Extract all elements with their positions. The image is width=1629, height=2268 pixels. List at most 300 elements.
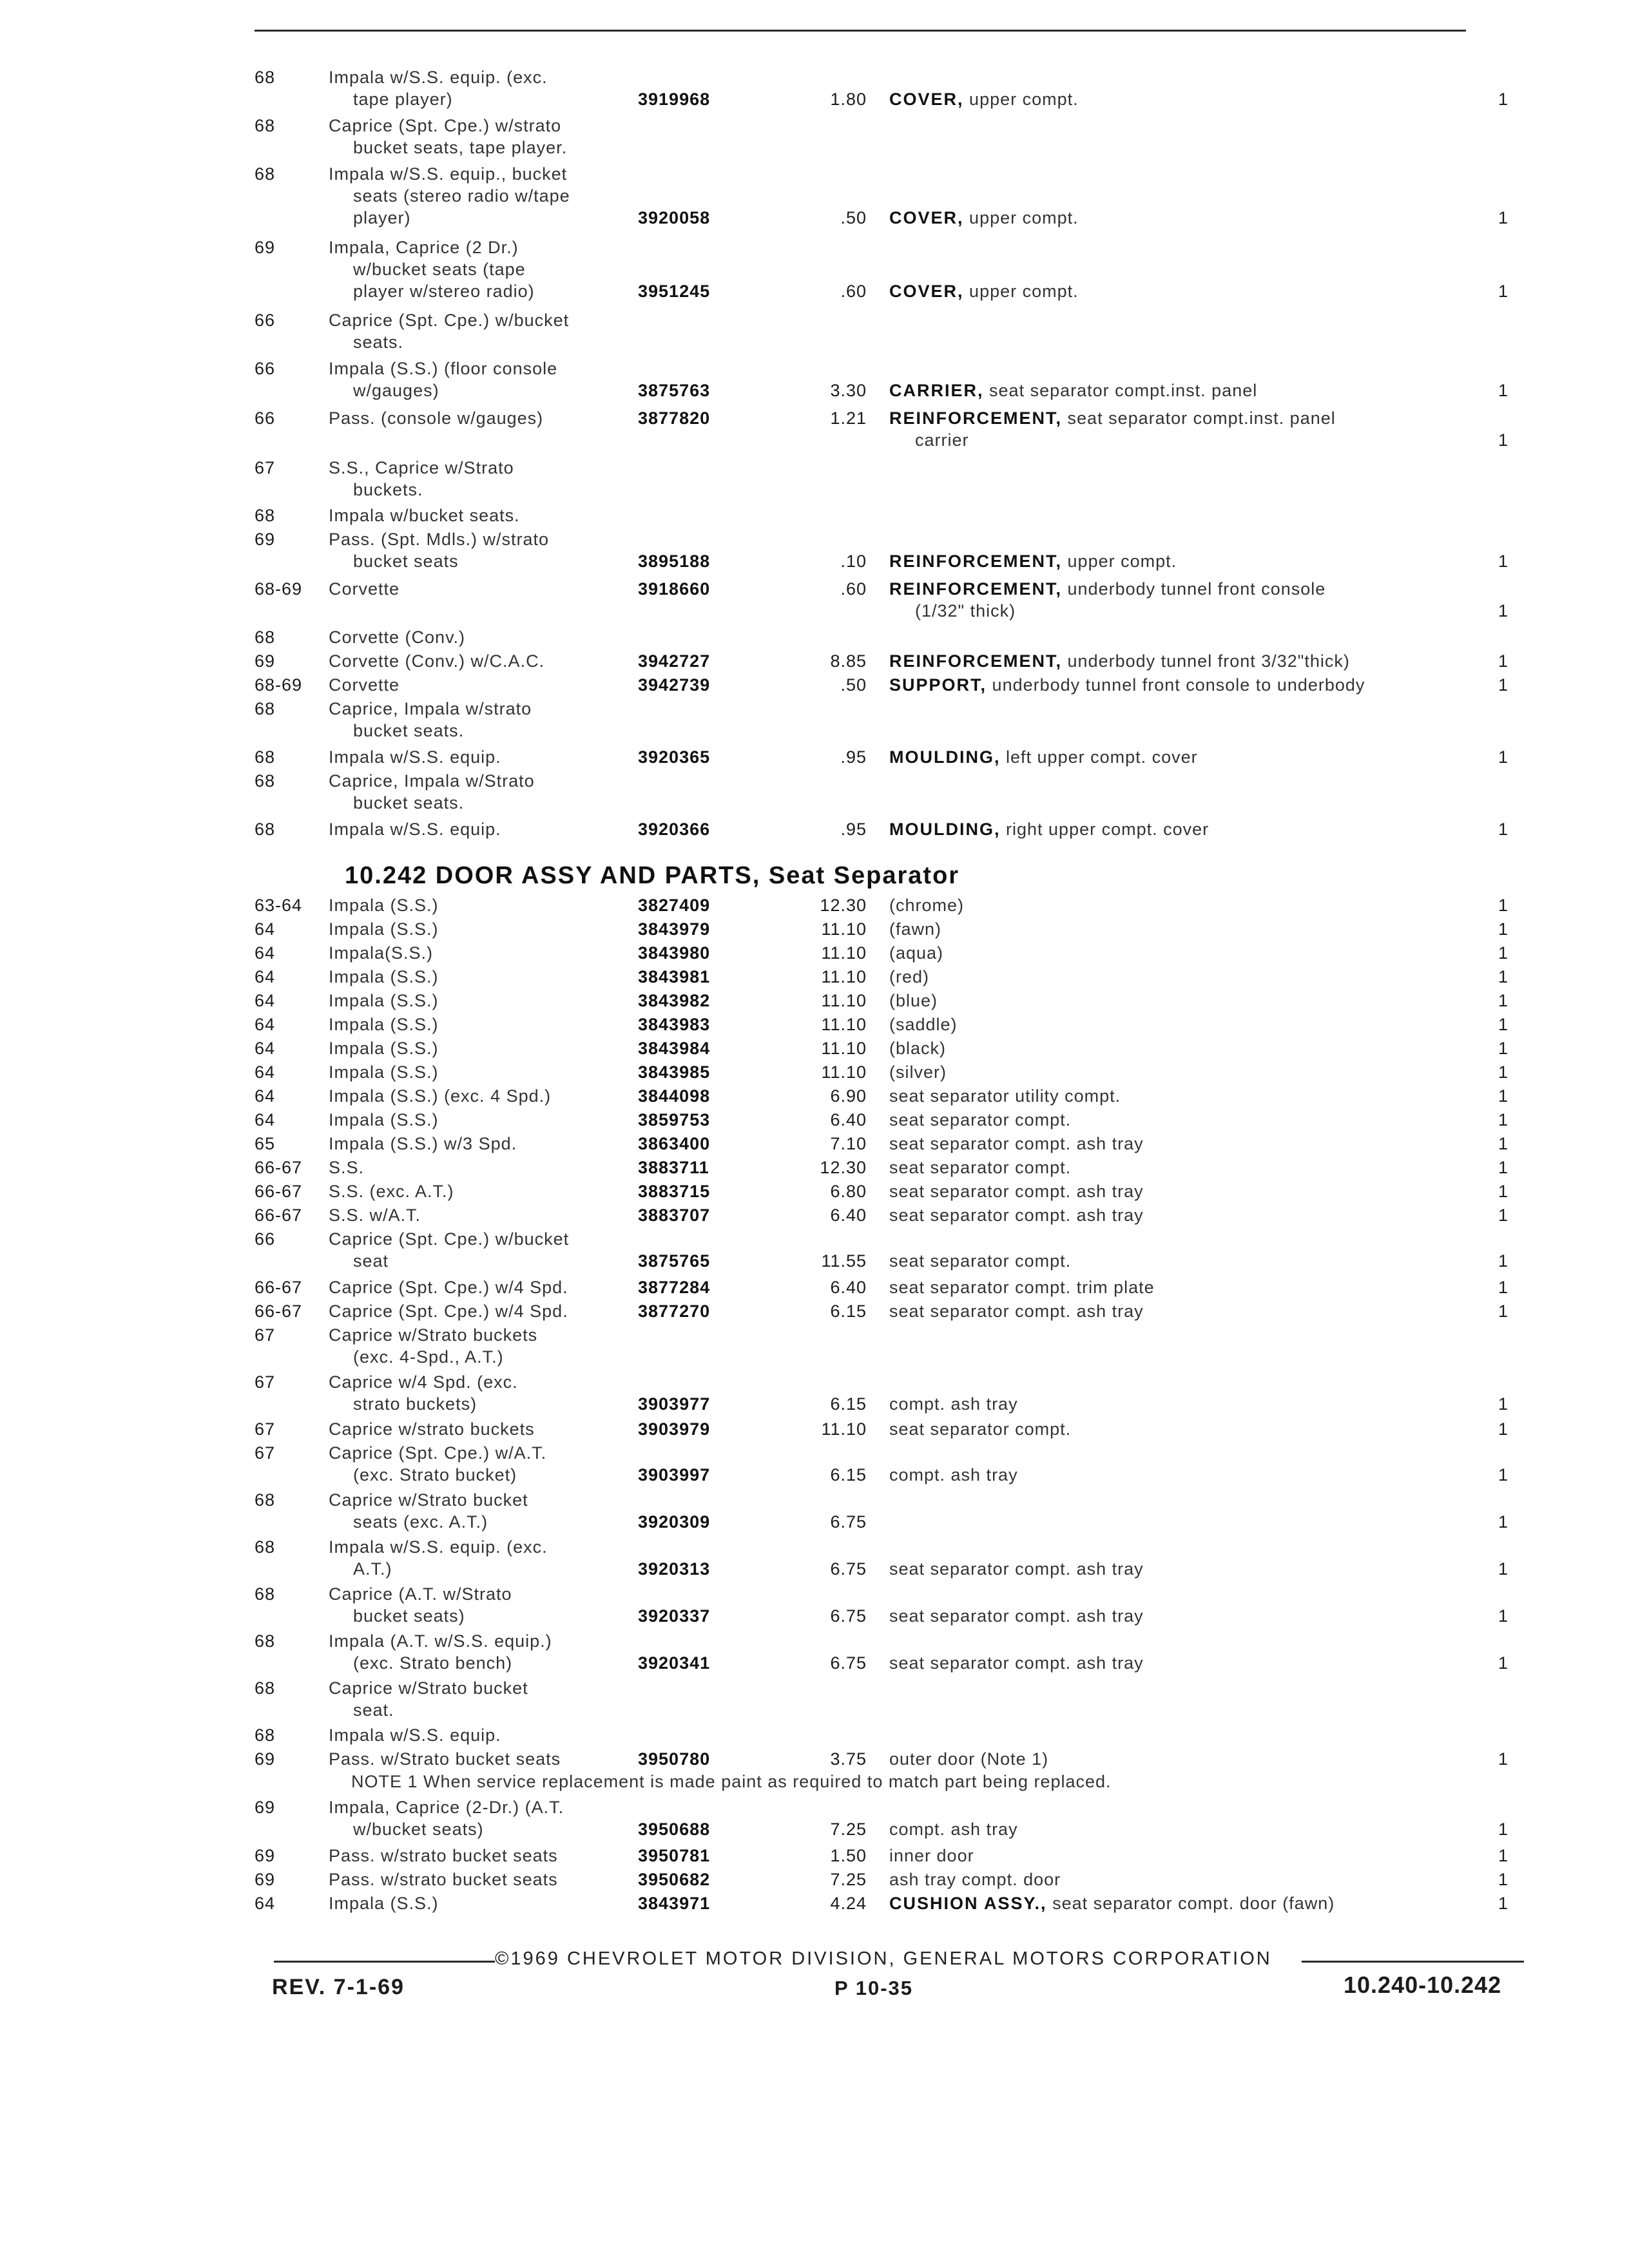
part-number: 3918660 bbox=[638, 579, 711, 599]
model-application bbox=[329, 1418, 619, 1440]
quantity: 1 bbox=[1498, 820, 1509, 839]
description-text: seat separator compt. trim plate bbox=[889, 1278, 1155, 1297]
part-number: 3883707 bbox=[638, 1206, 711, 1225]
model-application bbox=[329, 1133, 619, 1155]
model-year: 66 bbox=[255, 359, 276, 378]
part-name: CARRIER, bbox=[889, 381, 984, 400]
model-application bbox=[329, 1371, 619, 1415]
part-number: 3920365 bbox=[638, 747, 711, 767]
description-text: seat separator compt. ash tray bbox=[889, 1206, 1144, 1225]
part-description bbox=[889, 1014, 1469, 1035]
list-price: 4.24 bbox=[830, 1894, 867, 1913]
part-number: 3877270 bbox=[638, 1302, 711, 1321]
model-line: bucket seats. bbox=[353, 721, 465, 740]
model-line: Caprice (Spt. Cpe.) w/4 Spd. bbox=[329, 1278, 568, 1297]
model-line: Impala (S.S.) w/3 Spd. bbox=[329, 1134, 517, 1153]
part-number: 3877820 bbox=[638, 408, 711, 428]
quantity: 1 bbox=[1498, 1559, 1509, 1579]
model-year: 68 bbox=[255, 506, 276, 525]
description-text: outer door (Note 1) bbox=[889, 1749, 1049, 1769]
model-line: seats (stereo radio w/tape bbox=[353, 186, 570, 206]
list-price: 6.40 bbox=[830, 1278, 867, 1297]
model-application bbox=[329, 1630, 619, 1674]
model-application bbox=[329, 115, 619, 159]
list-price: 6.90 bbox=[830, 1086, 867, 1106]
list-price: 1.80 bbox=[830, 90, 867, 109]
part-number: 3950688 bbox=[638, 1820, 711, 1839]
part-description bbox=[889, 966, 1469, 988]
quantity: 1 bbox=[1498, 1820, 1509, 1839]
model-line: bucket seats) bbox=[353, 1606, 465, 1626]
part-description bbox=[889, 650, 1469, 672]
model-line: Caprice (Spt. Cpe.) w/strato bbox=[329, 116, 562, 135]
quantity: 1 bbox=[1498, 747, 1509, 767]
model-year: 69 bbox=[255, 1846, 276, 1865]
quantity: 1 bbox=[1498, 1894, 1509, 1913]
description-text: compt. ash tray bbox=[889, 1820, 1018, 1839]
quantity: 1 bbox=[1498, 1419, 1509, 1439]
part-number: 3920341 bbox=[638, 1653, 711, 1673]
part-number: 3920058 bbox=[638, 208, 711, 227]
description-text: compt. ash tray bbox=[889, 1465, 1018, 1485]
model-application bbox=[329, 236, 619, 302]
description-text: upper compt. bbox=[969, 208, 1079, 227]
quantity: 1 bbox=[1498, 919, 1509, 939]
model-line: (exc. 4-Spd., A.T.) bbox=[353, 1347, 504, 1367]
part-number: 3895188 bbox=[638, 552, 711, 571]
model-line: buckets. bbox=[353, 480, 423, 499]
model-line: Corvette bbox=[329, 579, 400, 599]
description-text: seat separator compt.inst. panel bbox=[1067, 408, 1336, 428]
description-text: underbody tunnel front console to underbody bbox=[992, 675, 1365, 695]
part-number: 3843980 bbox=[638, 943, 711, 963]
list-price: 11.10 bbox=[821, 1015, 867, 1034]
description-text: seat separator compt. door (fawn) bbox=[1052, 1894, 1335, 1913]
model-application bbox=[329, 770, 619, 814]
part-description bbox=[889, 1300, 1469, 1322]
quantity: 1 bbox=[1498, 675, 1509, 695]
model-year: 64 bbox=[255, 1110, 276, 1129]
model-application bbox=[329, 1228, 619, 1272]
quantity: 1 bbox=[1498, 1465, 1509, 1485]
model-year: 68 bbox=[255, 771, 276, 791]
part-number: 3920313 bbox=[638, 1559, 711, 1579]
quantity: 1 bbox=[1498, 1015, 1509, 1034]
part-name: CUSHION ASSY., bbox=[889, 1894, 1047, 1913]
part-description bbox=[889, 918, 1469, 940]
model-line: S.S. (exc. A.T.) bbox=[329, 1182, 454, 1201]
model-line: seats. bbox=[353, 332, 404, 352]
model-year: 64 bbox=[255, 967, 276, 986]
description-text: (saddle) bbox=[889, 1015, 958, 1034]
model-line: Caprice w/strato buckets bbox=[329, 1419, 535, 1439]
model-line: w/gauges) bbox=[353, 381, 439, 400]
part-number: 3843979 bbox=[638, 919, 711, 939]
model-application bbox=[329, 407, 619, 429]
part-description bbox=[889, 674, 1469, 696]
quantity: 1 bbox=[1498, 208, 1509, 227]
model-line: w/bucket seats (tape bbox=[353, 260, 526, 279]
description-text: upper compt. bbox=[969, 90, 1079, 109]
list-price: 11.10 bbox=[821, 1039, 867, 1058]
list-price: 3.30 bbox=[830, 381, 867, 400]
description-text: ash tray compt. door bbox=[889, 1870, 1061, 1889]
model-line: Impala (S.S.) bbox=[329, 1015, 439, 1034]
part-name: MOULDING, bbox=[889, 747, 1001, 767]
quantity: 1 bbox=[1498, 1653, 1509, 1673]
list-price: 1.21 bbox=[830, 408, 867, 428]
copyright-notice: ©1969 CHEVROLET MOTOR DIVISION, GENERAL MOTORS CORPORATION bbox=[495, 1948, 1272, 1969]
quantity: 1 bbox=[1498, 1870, 1509, 1889]
part-number: 3843982 bbox=[638, 991, 711, 1010]
quantity: 1 bbox=[1498, 1086, 1509, 1106]
part-description bbox=[889, 1464, 1469, 1486]
quantity: 1 bbox=[1498, 381, 1509, 400]
part-number: 3903977 bbox=[638, 1394, 711, 1414]
model-line: Caprice w/Strato bucket bbox=[329, 1678, 528, 1698]
list-price: 11.10 bbox=[821, 991, 867, 1010]
description-text: compt. ash tray bbox=[889, 1394, 1018, 1414]
model-application bbox=[329, 1109, 619, 1131]
model-line: Impala w/S.S. equip. (exc. bbox=[329, 68, 548, 87]
list-price: 6.15 bbox=[830, 1394, 867, 1414]
quantity: 1 bbox=[1498, 1182, 1509, 1201]
model-year: 68 bbox=[255, 747, 276, 767]
model-application bbox=[329, 457, 619, 501]
part-number: 3903979 bbox=[638, 1419, 711, 1439]
quantity: 1 bbox=[1498, 1251, 1509, 1271]
model-year: 68 bbox=[255, 1537, 276, 1557]
model-line: player) bbox=[353, 208, 411, 227]
description-text: (blue) bbox=[889, 991, 938, 1010]
list-price: 6.75 bbox=[830, 1606, 867, 1626]
quantity: 1 bbox=[1498, 1110, 1509, 1129]
model-line: Pass. w/Strato bucket seats bbox=[329, 1749, 561, 1769]
list-price: 6.40 bbox=[830, 1206, 867, 1225]
part-description bbox=[889, 1748, 1469, 1770]
model-application bbox=[329, 1061, 619, 1083]
description-text: seat separator compt. bbox=[889, 1419, 1072, 1439]
model-application bbox=[329, 626, 619, 648]
model-application bbox=[329, 1845, 619, 1867]
part-name: COVER, bbox=[889, 90, 964, 109]
list-price: .50 bbox=[840, 208, 867, 227]
description-text: (silver) bbox=[889, 1062, 947, 1082]
part-description bbox=[889, 990, 1469, 1012]
list-price: 11.10 bbox=[821, 1419, 867, 1439]
quantity: 1 bbox=[1498, 1606, 1509, 1626]
part-description bbox=[889, 942, 1469, 964]
model-year: 64 bbox=[255, 1015, 276, 1034]
quantity: 1 bbox=[1498, 430, 1509, 450]
model-year: 63-64 bbox=[255, 896, 303, 915]
model-application bbox=[329, 1724, 619, 1746]
part-number: 3920309 bbox=[638, 1512, 711, 1532]
list-price: 7.25 bbox=[830, 1820, 867, 1839]
model-application bbox=[329, 1869, 619, 1890]
model-line: Caprice (A.T. w/Strato bbox=[329, 1584, 512, 1604]
model-application bbox=[329, 1442, 619, 1486]
model-year: 64 bbox=[255, 991, 276, 1010]
part-description bbox=[889, 746, 1469, 768]
description-text: underbody tunnel front 3/32"thick) bbox=[1067, 651, 1350, 671]
model-year: 64 bbox=[255, 943, 276, 963]
list-price: 6.75 bbox=[830, 1559, 867, 1579]
part-description bbox=[889, 1845, 1469, 1867]
model-line: Caprice w/Strato bucket bbox=[329, 1490, 528, 1510]
quantity: 1 bbox=[1498, 1134, 1509, 1153]
part-description bbox=[889, 1037, 1469, 1059]
part-number: 3920337 bbox=[638, 1606, 711, 1626]
description-text: left upper compt. cover bbox=[1006, 747, 1198, 767]
description-text: (black) bbox=[889, 1039, 947, 1058]
description-text: seat separator compt. bbox=[889, 1158, 1072, 1177]
quantity: 1 bbox=[1498, 282, 1509, 301]
list-price: .95 bbox=[840, 820, 867, 839]
list-price: .60 bbox=[840, 282, 867, 301]
part-description bbox=[889, 818, 1469, 840]
model-line: S.S. w/A.T. bbox=[329, 1206, 421, 1225]
quantity: 1 bbox=[1498, 1846, 1509, 1865]
list-price: 3.75 bbox=[830, 1749, 867, 1769]
part-description bbox=[889, 1869, 1469, 1890]
description-text: underbody tunnel front console bbox=[1067, 579, 1326, 599]
model-year: 68-69 bbox=[255, 675, 303, 695]
footer-rule-right bbox=[1302, 1961, 1524, 1963]
part-number: 3843971 bbox=[638, 1894, 711, 1913]
list-price: 11.10 bbox=[821, 967, 867, 986]
list-price: 12.30 bbox=[820, 1158, 867, 1177]
model-line: Impala w/S.S. equip., bucket bbox=[329, 164, 568, 184]
part-description bbox=[889, 1204, 1469, 1226]
list-price: 11.10 bbox=[821, 1062, 867, 1082]
list-price: .95 bbox=[840, 747, 867, 767]
part-description bbox=[889, 1250, 1469, 1272]
model-line: Impala (S.S.) bbox=[329, 1894, 439, 1913]
quantity: 1 bbox=[1498, 1206, 1509, 1225]
model-application bbox=[329, 818, 619, 840]
model-year: 64 bbox=[255, 1062, 276, 1082]
part-description bbox=[889, 1109, 1469, 1131]
quantity: 1 bbox=[1498, 943, 1509, 963]
group-number: 10.240-10.242 bbox=[1344, 1972, 1502, 1998]
model-year: 67 bbox=[255, 1325, 276, 1345]
model-line: Impala (S.S.) bbox=[329, 1039, 439, 1058]
note-1: NOTE 1 When service replacement is made paint as required to match part being replaced. bbox=[351, 1772, 1112, 1791]
model-year: 69 bbox=[255, 1749, 276, 1769]
model-year: 68-69 bbox=[255, 579, 303, 599]
section-number: 10.242 bbox=[345, 862, 428, 889]
description-text: upper compt. bbox=[1067, 552, 1177, 571]
model-line: player w/stereo radio) bbox=[353, 282, 535, 301]
model-year: 68 bbox=[255, 1678, 276, 1698]
part-description bbox=[889, 1133, 1469, 1155]
model-year: 66 bbox=[255, 311, 276, 330]
quantity: 1 bbox=[1498, 601, 1509, 620]
page-number: P 10-35 bbox=[834, 1977, 914, 1999]
part-description bbox=[889, 207, 1469, 229]
model-line: Caprice w/Strato buckets bbox=[329, 1325, 538, 1345]
quantity: 1 bbox=[1498, 651, 1509, 671]
description-text: (chrome) bbox=[889, 896, 965, 915]
model-application bbox=[329, 578, 619, 600]
model-line: Impala w/S.S. equip. bbox=[329, 820, 501, 839]
footer-rule-left bbox=[274, 1961, 495, 1963]
model-application bbox=[329, 1037, 619, 1059]
model-line: Impala (S.S.) bbox=[329, 991, 439, 1010]
list-price: 6.40 bbox=[830, 1110, 867, 1129]
part-number: 3859753 bbox=[638, 1110, 711, 1129]
model-year: 67 bbox=[255, 458, 276, 477]
model-application bbox=[329, 66, 619, 110]
model-year: 66-67 bbox=[255, 1302, 303, 1321]
model-application bbox=[329, 918, 619, 940]
model-line: Pass. (Spt. Mdls.) w/strato bbox=[329, 530, 550, 549]
model-year: 69 bbox=[255, 238, 276, 257]
model-line: Pass. w/strato bucket seats bbox=[329, 1870, 558, 1889]
model-application bbox=[329, 1583, 619, 1627]
model-application bbox=[329, 698, 619, 742]
part-number: 3843983 bbox=[638, 1015, 711, 1034]
model-line: S.S. bbox=[329, 1158, 365, 1177]
model-application bbox=[329, 358, 619, 401]
model-application bbox=[329, 505, 619, 526]
quantity: 1 bbox=[1498, 967, 1509, 986]
model-line: Impala w/S.S. equip. bbox=[329, 747, 501, 767]
description-text: (red) bbox=[889, 967, 930, 986]
section-subtitle: Seat Separator bbox=[768, 862, 960, 889]
part-number: 3875765 bbox=[638, 1251, 711, 1271]
part-description bbox=[889, 1418, 1469, 1440]
model-line: Impala w/S.S. equip. (exc. bbox=[329, 1537, 548, 1557]
model-line: (exc. Strato bench) bbox=[353, 1653, 513, 1673]
model-year: 68 bbox=[255, 1725, 276, 1745]
description-text: (aqua) bbox=[889, 943, 944, 963]
model-year: 68 bbox=[255, 116, 276, 135]
model-line: seats (exc. A.T.) bbox=[353, 1512, 488, 1532]
model-year: 68 bbox=[255, 68, 276, 87]
top-rule bbox=[255, 30, 1466, 32]
model-line: Impala (S.S.) (floor console bbox=[329, 359, 558, 378]
model-line: S.S., Caprice w/Strato bbox=[329, 458, 514, 477]
model-line: Caprice w/4 Spd. (exc. bbox=[329, 1372, 518, 1392]
model-line: Caprice (Spt. Cpe.) w/bucket bbox=[329, 311, 570, 330]
list-price: 6.80 bbox=[830, 1182, 867, 1201]
model-line: bucket seats bbox=[353, 552, 459, 571]
part-number: 3942727 bbox=[638, 651, 711, 671]
model-application bbox=[329, 1324, 619, 1368]
model-year: 64 bbox=[255, 1894, 276, 1913]
model-application bbox=[329, 1014, 619, 1035]
list-price: 1.50 bbox=[830, 1846, 867, 1865]
part-name: REINFORCEMENT, bbox=[889, 651, 1063, 671]
model-application bbox=[329, 942, 619, 964]
part-description bbox=[889, 1061, 1469, 1083]
model-application bbox=[329, 528, 619, 572]
model-year: 64 bbox=[255, 1039, 276, 1058]
quantity: 1 bbox=[1498, 1394, 1509, 1414]
quantity: 1 bbox=[1498, 991, 1509, 1010]
model-line: Corvette bbox=[329, 675, 400, 695]
part-name: REINFORCEMENT, bbox=[889, 552, 1063, 571]
model-line: Impala (S.S.) bbox=[329, 967, 439, 986]
part-description bbox=[889, 550, 1469, 572]
model-line: A.T.) bbox=[353, 1559, 392, 1579]
list-price: 8.85 bbox=[830, 651, 867, 671]
part-number: 3950780 bbox=[638, 1749, 711, 1769]
model-application bbox=[329, 1180, 619, 1202]
model-line: Caprice (Spt. Cpe.) w/4 Spd. bbox=[329, 1302, 568, 1321]
model-year: 67 bbox=[255, 1372, 276, 1392]
model-year: 64 bbox=[255, 919, 276, 939]
model-line: Caprice, Impala w/strato bbox=[329, 699, 532, 718]
part-description bbox=[889, 1276, 1469, 1298]
model-application bbox=[329, 1892, 619, 1914]
list-price: 6.15 bbox=[830, 1465, 867, 1485]
model-line: Caprice (Spt. Cpe.) w/A.T. bbox=[329, 1443, 547, 1463]
model-application bbox=[329, 1489, 619, 1533]
model-year: 65 bbox=[255, 1134, 276, 1153]
list-price: 6.75 bbox=[830, 1653, 867, 1673]
model-line: Impala (S.S.) bbox=[329, 1062, 439, 1082]
list-price: 6.15 bbox=[830, 1302, 867, 1321]
quantity: 1 bbox=[1498, 552, 1509, 571]
list-price: .10 bbox=[840, 552, 867, 571]
part-number: 3920366 bbox=[638, 820, 711, 839]
model-application bbox=[329, 1204, 619, 1226]
model-year: 68 bbox=[255, 164, 276, 184]
model-line: Caprice, Impala w/Strato bbox=[329, 771, 535, 791]
part-number: 3903997 bbox=[638, 1465, 711, 1485]
model-year: 68 bbox=[255, 1490, 276, 1510]
model-application bbox=[329, 894, 619, 916]
part-number: 3827409 bbox=[638, 896, 711, 915]
section-heading bbox=[345, 862, 959, 890]
model-year: 66-67 bbox=[255, 1278, 303, 1297]
model-line: seat. bbox=[353, 1700, 394, 1720]
model-line: Pass. w/strato bucket seats bbox=[329, 1846, 558, 1865]
model-year: 66-67 bbox=[255, 1158, 303, 1177]
model-line: seat bbox=[353, 1251, 389, 1271]
model-line: Impala (S.S.) bbox=[329, 896, 439, 915]
part-description bbox=[889, 1818, 1469, 1840]
section-title: DOOR ASSY AND PARTS, bbox=[435, 862, 761, 889]
list-price: 6.75 bbox=[830, 1512, 867, 1532]
description-text: seat separator compt. bbox=[889, 1110, 1072, 1129]
description-text: seat separator compt. ash tray bbox=[889, 1302, 1144, 1321]
part-number: 3875763 bbox=[638, 381, 711, 400]
quantity: 1 bbox=[1498, 1749, 1509, 1769]
description-text: right upper compt. cover bbox=[1006, 820, 1210, 839]
model-application bbox=[329, 1276, 619, 1298]
part-number: 3843981 bbox=[638, 967, 711, 986]
model-application bbox=[329, 650, 619, 672]
description-text: inner door bbox=[889, 1846, 974, 1865]
description-text: seat separator compt. bbox=[889, 1251, 1072, 1271]
model-application bbox=[329, 966, 619, 988]
model-year: 66 bbox=[255, 1229, 276, 1249]
model-year: 66-67 bbox=[255, 1182, 303, 1201]
quantity: 1 bbox=[1498, 896, 1509, 915]
model-line: bucket seats, tape player. bbox=[353, 138, 568, 157]
quantity: 1 bbox=[1498, 1512, 1509, 1532]
quantity: 1 bbox=[1498, 1302, 1509, 1321]
part-number: 3843984 bbox=[638, 1039, 711, 1058]
quantity: 1 bbox=[1498, 1062, 1509, 1082]
part-number: 3844098 bbox=[638, 1086, 711, 1106]
description-text: (fawn) bbox=[889, 919, 942, 939]
model-application bbox=[329, 1748, 619, 1770]
